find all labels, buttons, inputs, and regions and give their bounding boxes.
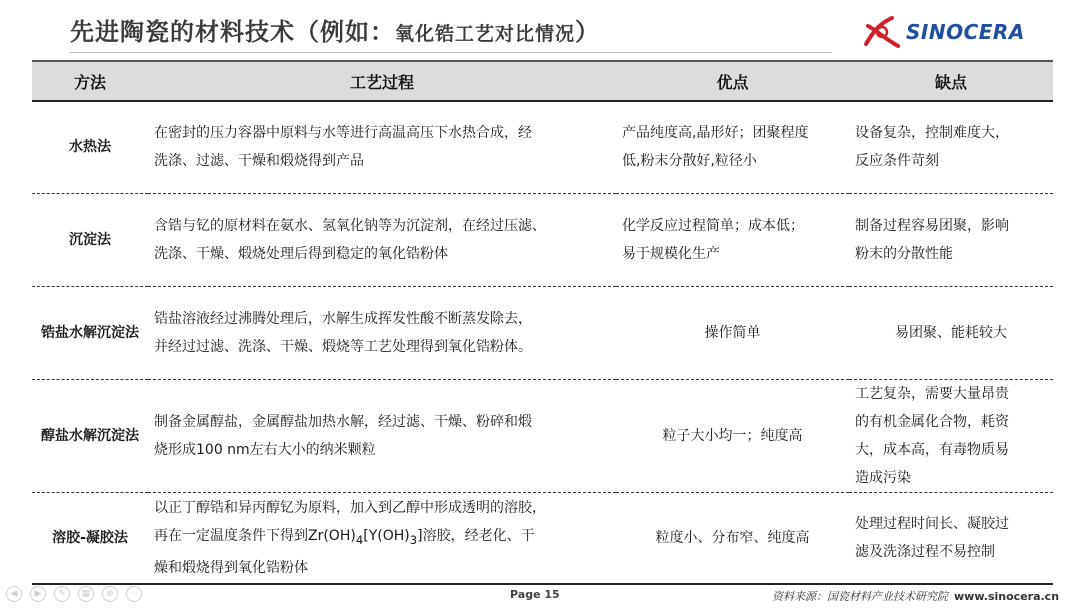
process-cell — [148, 492, 616, 584]
pros-line: 产品纯度高,晶形好；团聚程度 — [622, 125, 809, 142]
process-line: 锆盐溶液经过沸腾处理后，水解生成挥发性酸不断蒸发除去， — [154, 310, 532, 327]
cons-cell — [849, 492, 1053, 584]
process-line: 以正丁醇锆和异丙醇钇为原料，加入到乙醇中形成透明的溶胶， — [154, 499, 546, 516]
cons-line: 反应条件苛刻 — [855, 153, 939, 170]
cons-line: 造成污染 — [855, 469, 911, 486]
formula-subscript: 4 — [355, 532, 364, 547]
pros-cell: 粒度小、分布窄、纯度高 — [616, 492, 849, 584]
process-cell — [148, 193, 616, 286]
cons-line: 工艺复杂，需要大量昂贵 — [855, 385, 1009, 402]
title-main: 先进陶瓷的材料技术（例如： — [70, 18, 395, 46]
process-cell — [148, 101, 616, 193]
pros-line: 易于规模化生产 — [622, 245, 720, 262]
website-url: www.sinocera.cn — [954, 590, 1060, 603]
title-sub: 氧化锆工艺对比情况 — [395, 23, 576, 45]
process-line: 燥和煅烧得到氧化锆粉体 — [154, 559, 308, 576]
cons-line: 粉末的分散性能 — [855, 245, 953, 262]
method-cell: 醇盐水解沉淀法 — [32, 379, 148, 492]
zoom-icon[interactable]: ⊕ — [102, 586, 118, 602]
method-cell: 沉淀法 — [32, 193, 148, 286]
page-number: Page 15 — [510, 588, 560, 601]
method-cell: 锆盐水解沉淀法 — [32, 286, 148, 379]
company-logo — [862, 12, 1052, 52]
cons-line: 设备复杂，控制难度大， — [855, 125, 1009, 142]
sinocera-logo-icon — [862, 14, 902, 50]
process-line: 烧形成100 nm左右大小的纳米颗粒 — [154, 441, 376, 458]
cons-cell: 易团聚、能耗较大 — [849, 286, 1053, 379]
process-line: 并经过过滤、洗涤、干燥、煅烧等工艺处理得到氧化锆粉体。 — [154, 338, 532, 355]
process-line-formula — [154, 522, 610, 554]
cons-cell — [849, 101, 1053, 193]
pen-icon[interactable]: ✎ — [54, 586, 70, 602]
more-options-icon[interactable]: ⋯ — [126, 586, 142, 602]
previous-slide-icon[interactable]: ◀ — [6, 586, 22, 602]
cons-line: 滤及洗涤过程不易控制 — [855, 543, 995, 560]
process-cell — [148, 286, 616, 379]
process-line: 制备金属醇盐，金属醇盐加热水解，经过滤、干燥、粉碎和煅 — [154, 413, 532, 430]
pros-cell — [616, 193, 849, 286]
comparison-table — [32, 60, 1053, 585]
process-cell — [148, 379, 616, 492]
process-line: 洗涤、过滤、干燥和煅烧得到产品 — [154, 153, 364, 170]
pros-cell: 粒子大小均一；纯度高 — [616, 379, 849, 492]
cons-line: 制备过程容易团聚，影响 — [855, 217, 1009, 234]
title-close: ） — [575, 18, 601, 46]
column-header-process: 工艺过程 — [148, 61, 616, 101]
title-divider — [70, 52, 832, 53]
table-header-row — [32, 61, 1053, 101]
pros-line: 低,粉末分散好,粒径小 — [622, 153, 757, 170]
next-slide-icon[interactable]: ▶ — [30, 586, 46, 602]
formula-subscript: 3 — [409, 532, 418, 547]
formula-part: 再在一定温度条件下得到Zr(OH) — [154, 527, 356, 544]
column-header-cons: 缺点 — [849, 61, 1053, 101]
method-cell: 水热法 — [32, 101, 148, 193]
source-text: 资料来源：国瓷材料产业技术研究院 — [772, 590, 948, 603]
pros-cell — [616, 101, 849, 193]
logo-text: SINOCERA — [906, 20, 1025, 44]
table-row — [32, 286, 1053, 379]
pros-cell: 操作简单 — [616, 286, 849, 379]
table-row — [32, 101, 1053, 193]
process-line: 洗涤、干燥、煅烧处理后得到稳定的氧化锆粉体 — [154, 245, 448, 262]
process-line: 在密封的压力容器中原料与水等进行高温高压下水热合成，经 — [154, 125, 532, 142]
page-title — [70, 12, 600, 47]
source-note — [772, 588, 1059, 604]
slides-grid-icon[interactable]: ▦ — [78, 586, 94, 602]
formula-part: [Y(OH) — [363, 527, 410, 544]
cons-cell — [849, 193, 1053, 286]
pros-line: 化学反应过程简单；成本低； — [622, 217, 804, 234]
column-header-method: 方法 — [32, 61, 148, 101]
cons-line: 大，成本高，有毒物质易 — [855, 441, 1009, 458]
cons-line: 的有机金属化合物，耗资 — [855, 413, 1009, 430]
table-row — [32, 193, 1053, 286]
formula-part: ]溶胶，经老化、干 — [417, 527, 535, 544]
method-cell: 溶胶-凝胶法 — [32, 492, 148, 584]
table-row — [32, 492, 1053, 584]
process-line: 含锆与钇的原材料在氨水、氢氧化钠等为沉淀剂，在经过压滤、 — [154, 217, 546, 234]
slide-toolbar — [6, 586, 142, 602]
cons-line: 处理过程时间长、凝胶过 — [855, 515, 1009, 532]
table-row — [32, 379, 1053, 492]
column-header-pros: 优点 — [616, 61, 849, 101]
cons-cell — [849, 379, 1053, 492]
